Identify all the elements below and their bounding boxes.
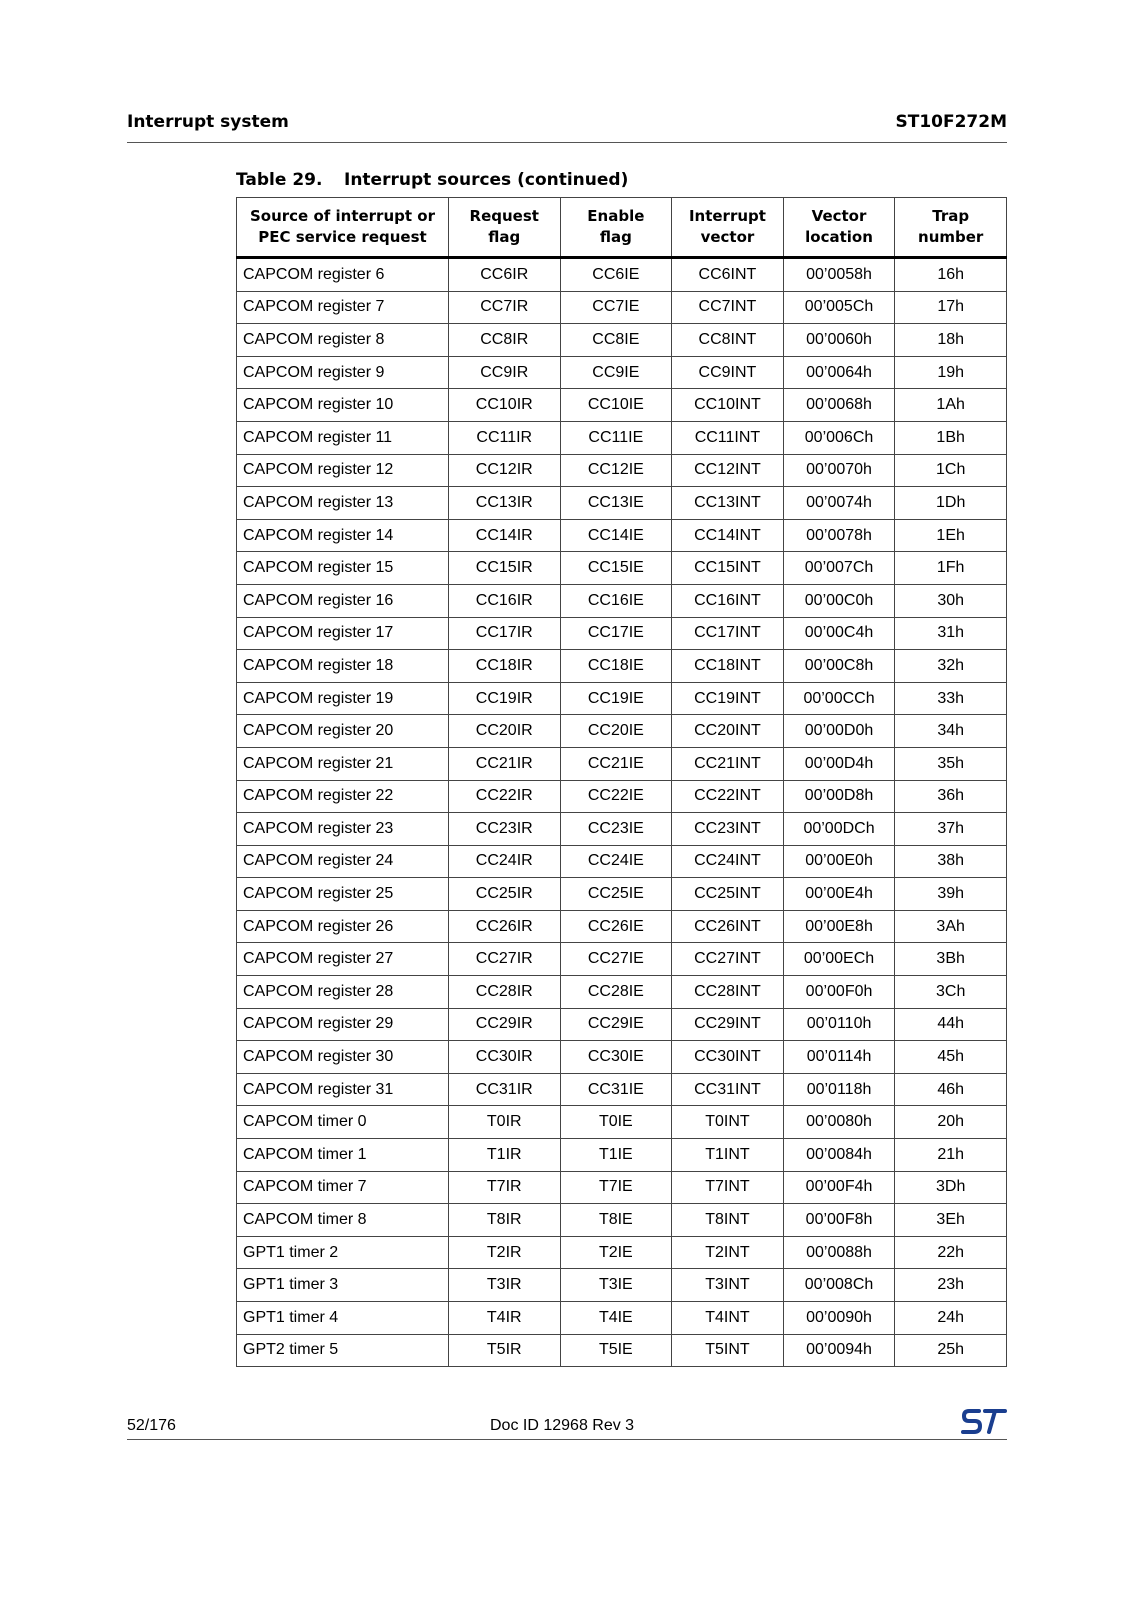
col-source-cell: CAPCOM register 21 [237,747,449,780]
col-request-flag-cell: CC11IR [448,421,560,454]
col-source-cell: CAPCOM register 8 [237,324,449,357]
table-row [237,910,1007,943]
col-trap-number-cell: 33h [895,682,1007,715]
table-row [237,1269,1007,1302]
col-source-cell: CAPCOM register 22 [237,780,449,813]
col-enable-flag-cell: CC20IE [560,715,672,748]
col-trap-number-cell: 21h [895,1139,1007,1172]
col-request-flag-cell: CC14IR [448,519,560,552]
col-trap-number-cell: 1Fh [895,552,1007,585]
col-enable-flag-cell: T5IE [560,1334,672,1367]
col-interrupt-vector-cell: CC26INT [672,910,784,943]
col-vector-location-cell: 00’007Ch [783,552,895,585]
col-interrupt-vector-cell: CC17INT [672,617,784,650]
col-request-flag-cell: T7IR [448,1171,560,1204]
col-enable-flag-cell: CC21IE [560,747,672,780]
col-enable-flag-cell: T3IE [560,1269,672,1302]
table-row [237,584,1007,617]
table-row [237,1008,1007,1041]
col-source-cell: CAPCOM register 23 [237,813,449,846]
section-title: Interrupt system [127,112,289,132]
col-source-cell: CAPCOM register 13 [237,487,449,520]
col-request-flag-cell: CC18IR [448,650,560,683]
col-request-flag-cell: T4IR [448,1302,560,1335]
table-row [237,682,1007,715]
col-enable-flag-cell: CC10IE [560,389,672,422]
col-source-cell: CAPCOM timer 0 [237,1106,449,1139]
col-trap-number-cell: 19h [895,356,1007,389]
col-trap-number-cell: 44h [895,1008,1007,1041]
table-row [237,356,1007,389]
col-enable-flag-cell: T1IE [560,1139,672,1172]
col-enable-flag-cell: CC26IE [560,910,672,943]
col-source-cell: CAPCOM register 18 [237,650,449,683]
col-interrupt-vector-cell: T5INT [672,1334,784,1367]
table-row [237,519,1007,552]
col-vector-location-cell: 00’0114h [783,1041,895,1074]
col-vector-location-cell: 00’00F0h [783,976,895,1009]
col-enable-flag-cell: CC6IE [560,258,672,292]
col-trap-number-cell: 3Eh [895,1204,1007,1237]
col-interrupt-vector-cell: CC31INT [672,1073,784,1106]
col-source-cell: GPT2 timer 5 [237,1334,449,1367]
col-enable-flag-cell: CC16IE [560,584,672,617]
col-source-cell: CAPCOM register 10 [237,389,449,422]
col-request-flag-cell: CC9IR [448,356,560,389]
col-source-cell: CAPCOM register 20 [237,715,449,748]
col-enable-flag-cell: CC18IE [560,650,672,683]
col-enable-flag-cell: CC15IE [560,552,672,585]
col-source-cell: CAPCOM register 19 [237,682,449,715]
col-interrupt-vector-header [672,198,784,258]
col-vector-location-cell: 00’00E8h [783,910,895,943]
col-vector-location-cell: 00’00D8h [783,780,895,813]
col-vector-location-cell: 00’0070h [783,454,895,487]
col-source-cell: CAPCOM register 29 [237,1008,449,1041]
table-row [237,454,1007,487]
col-vector-location-cell: 00’00E0h [783,845,895,878]
col-trap-number-cell: 20h [895,1106,1007,1139]
col-vector-location-cell: 00’00E4h [783,878,895,911]
page-number: 52/176 [127,1417,176,1434]
col-interrupt-vector-cell: T4INT [672,1302,784,1335]
col-vector-location-cell: 00’0074h [783,487,895,520]
col-source-cell: CAPCOM register 24 [237,845,449,878]
table-row [237,1171,1007,1204]
col-source-cell: CAPCOM register 27 [237,943,449,976]
col-interrupt-vector-cell: CC6INT [672,258,784,292]
col-request-flag-cell: CC27IR [448,943,560,976]
col-vector-location-cell: 00’00DCh [783,813,895,846]
col-request-flag-cell: CC19IR [448,682,560,715]
col-trap-number-cell: 1Ch [895,454,1007,487]
col-interrupt-vector-cell: CC20INT [672,715,784,748]
col-trap-number-cell: 39h [895,878,1007,911]
col-vector-location-cell: 00’00D4h [783,747,895,780]
col-trap-number-cell: 22h [895,1236,1007,1269]
col-request-flag-cell: CC20IR [448,715,560,748]
table-row [237,943,1007,976]
table-caption [236,170,628,190]
col-source-cell: CAPCOM register 31 [237,1073,449,1106]
column-header-line: Trap [932,207,970,225]
table-row [237,715,1007,748]
table-row [237,487,1007,520]
col-enable-flag-cell: CC24IE [560,845,672,878]
col-vector-location-cell: 00’0088h [783,1236,895,1269]
col-enable-flag-cell: CC11IE [560,421,672,454]
table-row [237,1041,1007,1074]
col-enable-flag-cell: CC7IE [560,291,672,324]
col-trap-number-cell: 3Dh [895,1171,1007,1204]
col-request-flag-cell: CC30IR [448,1041,560,1074]
col-request-flag-cell: CC12IR [448,454,560,487]
col-source-cell: CAPCOM register 16 [237,584,449,617]
col-interrupt-vector-cell: CC16INT [672,584,784,617]
col-source-cell: GPT1 timer 3 [237,1269,449,1302]
col-trap-number-cell: 3Ch [895,976,1007,1009]
col-request-flag-cell: T1IR [448,1139,560,1172]
table-title: Interrupt sources (continued) [344,170,629,190]
table-row [237,1334,1007,1367]
col-source-cell: CAPCOM register 6 [237,258,449,292]
col-enable-flag-cell: CC13IE [560,487,672,520]
col-request-flag-cell: CC31IR [448,1073,560,1106]
col-trap-number-header [895,198,1007,258]
col-source-cell: GPT1 timer 4 [237,1302,449,1335]
col-interrupt-vector-cell: T8INT [672,1204,784,1237]
col-request-flag-cell: CC13IR [448,487,560,520]
col-source-cell: CAPCOM register 9 [237,356,449,389]
table-row [237,1106,1007,1139]
col-interrupt-vector-cell: CC29INT [672,1008,784,1041]
col-request-flag-cell: T3IR [448,1269,560,1302]
col-vector-location-cell: 00’00C0h [783,584,895,617]
col-enable-flag-cell: CC30IE [560,1041,672,1074]
col-vector-location-cell: 00’0094h [783,1334,895,1367]
col-interrupt-vector-cell: T1INT [672,1139,784,1172]
col-vector-location-cell: 00’008Ch [783,1269,895,1302]
col-source-cell: CAPCOM register 11 [237,421,449,454]
col-trap-number-cell: 23h [895,1269,1007,1302]
col-enable-flag-cell: CC25IE [560,878,672,911]
table-row [237,1204,1007,1237]
col-enable-flag-cell: T2IE [560,1236,672,1269]
col-request-flag-cell: T2IR [448,1236,560,1269]
table-row [237,1073,1007,1106]
col-trap-number-cell: 1Eh [895,519,1007,552]
col-source-header [237,198,449,258]
col-enable-flag-cell: CC8IE [560,324,672,357]
col-source-cell: CAPCOM register 15 [237,552,449,585]
col-interrupt-vector-cell: T2INT [672,1236,784,1269]
col-trap-number-cell: 1Dh [895,487,1007,520]
col-trap-number-cell: 3Ah [895,910,1007,943]
table-row [237,747,1007,780]
col-request-flag-cell: CC25IR [448,878,560,911]
col-interrupt-vector-cell: CC14INT [672,519,784,552]
col-interrupt-vector-cell: CC23INT [672,813,784,846]
col-interrupt-vector-cell: CC27INT [672,943,784,976]
col-enable-flag-cell: CC28IE [560,976,672,1009]
table-row [237,324,1007,357]
col-vector-location-cell: 00’00ECh [783,943,895,976]
col-enable-flag-cell: T0IE [560,1106,672,1139]
col-source-cell: CAPCOM register 26 [237,910,449,943]
col-trap-number-cell: 31h [895,617,1007,650]
col-trap-number-cell: 36h [895,780,1007,813]
col-request-flag-cell: CC24IR [448,845,560,878]
col-enable-flag-cell: T7IE [560,1171,672,1204]
col-enable-flag-cell: CC23IE [560,813,672,846]
col-interrupt-vector-cell: CC15INT [672,552,784,585]
column-header-line: Interrupt [688,207,766,225]
col-interrupt-vector-cell: T0INT [672,1106,784,1139]
column-header-line: number [918,228,984,246]
col-enable-flag-header [560,198,672,258]
table-row [237,258,1007,292]
st-logo-icon [961,1407,1007,1442]
col-interrupt-vector-cell: CC13INT [672,487,784,520]
table-row [237,1236,1007,1269]
col-trap-number-cell: 17h [895,291,1007,324]
col-source-cell: CAPCOM timer 7 [237,1171,449,1204]
col-vector-location-cell: 00’00D0h [783,715,895,748]
col-source-cell: CAPCOM register 17 [237,617,449,650]
col-request-flag-cell: CC26IR [448,910,560,943]
part-number: ST10F272M [895,112,1007,132]
col-vector-location-cell: 00’00F8h [783,1204,895,1237]
table-row [237,617,1007,650]
col-request-flag-cell: CC16IR [448,584,560,617]
col-vector-location-cell: 00’0084h [783,1139,895,1172]
col-source-cell: GPT1 timer 2 [237,1236,449,1269]
table-row [237,552,1007,585]
col-interrupt-vector-cell: CC21INT [672,747,784,780]
col-vector-location-cell: 00’0118h [783,1073,895,1106]
col-trap-number-cell: 1Bh [895,421,1007,454]
col-source-cell: CAPCOM register 28 [237,976,449,1009]
col-request-flag-cell: CC28IR [448,976,560,1009]
col-interrupt-vector-cell: CC7INT [672,291,784,324]
table-row [237,1302,1007,1335]
col-trap-number-cell: 3Bh [895,943,1007,976]
col-trap-number-cell: 1Ah [895,389,1007,422]
col-source-cell: CAPCOM register 7 [237,291,449,324]
col-interrupt-vector-cell: CC30INT [672,1041,784,1074]
table-row [237,780,1007,813]
col-vector-location-cell: 00’00CCh [783,682,895,715]
col-interrupt-vector-cell: CC19INT [672,682,784,715]
col-interrupt-vector-cell: CC18INT [672,650,784,683]
col-request-flag-cell: CC21IR [448,747,560,780]
col-trap-number-cell: 38h [895,845,1007,878]
col-interrupt-vector-cell: T3INT [672,1269,784,1302]
col-interrupt-vector-cell: CC28INT [672,976,784,1009]
col-enable-flag-cell: CC31IE [560,1073,672,1106]
col-vector-location-cell: 00’0058h [783,258,895,292]
col-vector-location-cell: 00’00F4h [783,1171,895,1204]
col-interrupt-vector-cell: CC9INT [672,356,784,389]
col-trap-number-cell: 32h [895,650,1007,683]
column-header-line: flag [599,228,632,246]
column-header-line: flag [488,228,521,246]
column-header-line: location [805,228,873,246]
col-trap-number-cell: 34h [895,715,1007,748]
table-row [237,813,1007,846]
col-interrupt-vector-cell: CC24INT [672,845,784,878]
table-row [237,421,1007,454]
col-request-flag-cell: CC23IR [448,813,560,846]
col-request-flag-cell: T0IR [448,1106,560,1139]
col-source-cell: CAPCOM register 25 [237,878,449,911]
column-header-line: Enable [587,207,645,225]
col-trap-number-cell: 45h [895,1041,1007,1074]
col-enable-flag-cell: CC19IE [560,682,672,715]
col-source-cell: CAPCOM register 12 [237,454,449,487]
col-enable-flag-cell: T4IE [560,1302,672,1335]
col-source-cell: CAPCOM timer 1 [237,1139,449,1172]
col-trap-number-cell: 24h [895,1302,1007,1335]
col-enable-flag-cell: CC22IE [560,780,672,813]
col-enable-flag-cell: CC14IE [560,519,672,552]
col-trap-number-cell: 35h [895,747,1007,780]
col-request-flag-cell: CC6IR [448,258,560,292]
table-row [237,1139,1007,1172]
col-request-flag-cell: CC29IR [448,1008,560,1041]
table-number: Table 29. [236,170,323,190]
col-vector-location-header [783,198,895,258]
col-enable-flag-cell: CC27IE [560,943,672,976]
doc-id: Doc ID 12968 Rev 3 [490,1417,635,1434]
col-request-flag-cell: T8IR [448,1204,560,1237]
table-row [237,650,1007,683]
col-source-cell: CAPCOM register 30 [237,1041,449,1074]
col-request-flag-cell: CC22IR [448,780,560,813]
col-request-flag-cell: T5IR [448,1334,560,1367]
page-footer [127,1413,1007,1440]
col-interrupt-vector-cell: CC10INT [672,389,784,422]
column-header-line: PEC service request [258,228,427,246]
col-vector-location-cell: 00’0110h [783,1008,895,1041]
column-header-line: Vector [811,207,867,225]
col-source-cell: CAPCOM register 14 [237,519,449,552]
col-request-flag-cell: CC7IR [448,291,560,324]
page-header [127,112,1007,143]
col-trap-number-cell: 18h [895,324,1007,357]
col-source-cell: CAPCOM timer 8 [237,1204,449,1237]
col-vector-location-cell: 00’00C8h [783,650,895,683]
col-request-flag-cell: CC10IR [448,389,560,422]
col-trap-number-cell: 25h [895,1334,1007,1367]
col-interrupt-vector-cell: CC11INT [672,421,784,454]
col-vector-location-cell: 00’0090h [783,1302,895,1335]
col-enable-flag-cell: CC17IE [560,617,672,650]
col-interrupt-vector-cell: CC12INT [672,454,784,487]
col-interrupt-vector-cell: CC25INT [672,878,784,911]
table-row [237,878,1007,911]
col-request-flag-header [448,198,560,258]
col-vector-location-cell: 00’00C4h [783,617,895,650]
column-header-line: Request [469,207,539,225]
col-vector-location-cell: 00’0064h [783,356,895,389]
col-interrupt-vector-cell: T7INT [672,1171,784,1204]
col-request-flag-cell: CC17IR [448,617,560,650]
col-interrupt-vector-cell: CC8INT [672,324,784,357]
col-vector-location-cell: 00’0068h [783,389,895,422]
col-vector-location-cell: 00’0078h [783,519,895,552]
col-vector-location-cell: 00’005Ch [783,291,895,324]
col-enable-flag-cell: CC12IE [560,454,672,487]
col-enable-flag-cell: CC29IE [560,1008,672,1041]
col-trap-number-cell: 37h [895,813,1007,846]
table-row [237,845,1007,878]
col-enable-flag-cell: CC9IE [560,356,672,389]
interrupt-sources-table [236,197,1007,1367]
table-row [237,291,1007,324]
column-header-line: Source of interrupt or [249,207,435,225]
table-row [237,389,1007,422]
col-enable-flag-cell: T8IE [560,1204,672,1237]
col-vector-location-cell: 00’006Ch [783,421,895,454]
col-vector-location-cell: 00’0080h [783,1106,895,1139]
table-row [237,976,1007,1009]
col-request-flag-cell: CC8IR [448,324,560,357]
col-vector-location-cell: 00’0060h [783,324,895,357]
col-request-flag-cell: CC15IR [448,552,560,585]
col-trap-number-cell: 30h [895,584,1007,617]
column-header-line: vector [700,228,755,246]
header-row [237,198,1007,258]
col-interrupt-vector-cell: CC22INT [672,780,784,813]
col-trap-number-cell: 46h [895,1073,1007,1106]
col-trap-number-cell: 16h [895,258,1007,292]
